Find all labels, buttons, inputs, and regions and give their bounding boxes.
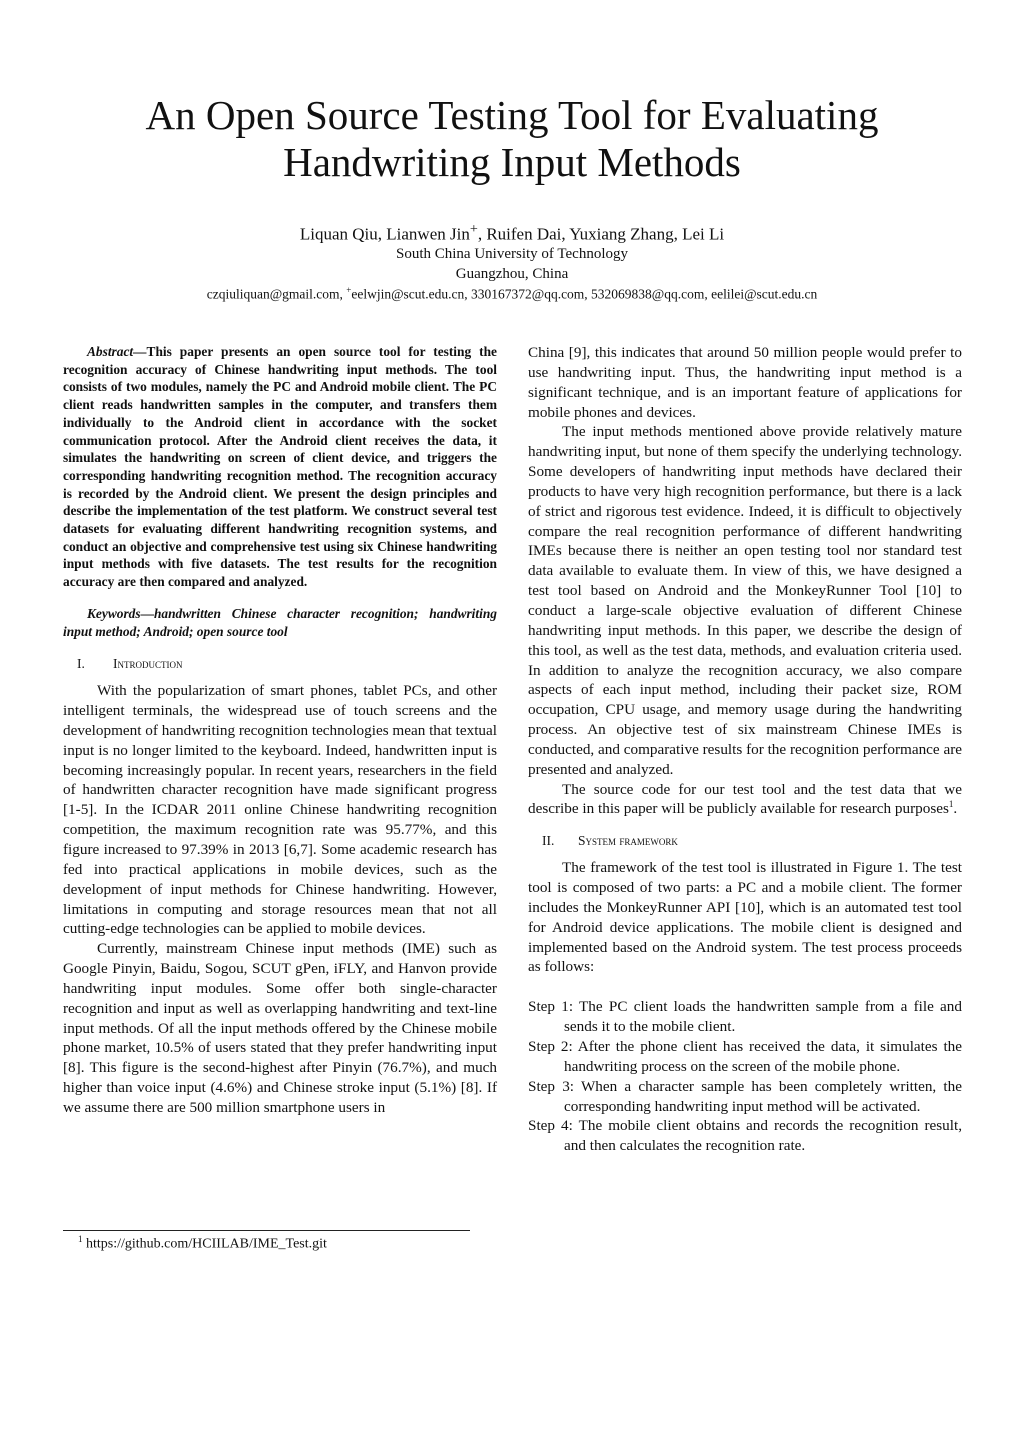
intro-paragraph-2: Currently, mainstream Chinese input methods (IME) such as Google Pinyin, Baidu, Sogou, SCUT gPen, iFLY, and Hanvon provide handwriting input modules. Some offer both single-character recognition and input as well as overlapping handwriting and text-line input methods. Of all the input methods offered by the Chinese mobile phone market, 10.5% of users stated that they prefer handwriting input [8]. This figure is the second-highest after Pinyin (76.7%), and much higher than voice input (4.6%) and Chinese stroke input (5.1%) [8]. If we assume there are 500 million smartphone users in <box>63 940 497 1116</box>
intro-paragraph-3: The input methods mentioned above provide relatively mature handwriting input, but none of them specify the underlying technology. Some developers of handwriting input methods have declared their products to have very high recognition performance, but there is a lack of strict and rigorous test evidence. Indeed, it is difficult to objectively compare the real recognition performance of different handwriting IMEs because there is neither an open testing tool nor standard test data available to evaluate them. In view of this, we have designed a test tool based on Android and the MonkeyRunner Tool [10] to conduct a large-scale objective evaluation of different Chinese handwriting input methods. In this paper, we describe the design of this tool, as well as the test data, methods, and evaluation criteria used. In addition to analyze the recognition accuracy, we also compare aspects of each input method, including their packet size, ROM occupation, CPU usage, and memory usage during the handwriting process. An objective test of six mainstream Chinese IMEs is conducted, and comparative results for the recognition performance are presented and analyzed. <box>528 423 962 778</box>
keywords-text: handwritten Chinese character recognition; handwriting input method; Android; open source tool <box>63 605 497 639</box>
intro-paragraph-4: The source code for our test tool and the test data that we describe in this paper will be publicly available for research purposes$^1$. <box>528 780 962 818</box>
footnote-mark: 1 <box>78 1234 83 1244</box>
abstract-label: Abstract— <box>87 344 147 359</box>
affiliation-city: Guangzhou, China <box>455 266 569 282</box>
section-heading-introduction: I. Introduction <box>77 656 183 672</box>
keywords-label: Keywords— <box>87 605 154 621</box>
paper-title-line-1: An Open Source Testing Tool for Evaluating <box>145 92 879 138</box>
process-steps <box>528 997 962 1156</box>
paper-title-line-2: Handwriting Input Methods <box>283 139 741 185</box>
intro-paragraph-1: With the popularization of smart phones, tablet PCs, and other intelligent terminals, the widespread use of touch screens and the development of handwriting recognition technologies mean that textual input is no longer limited to the keyboard. Indeed, handwritten input is becoming increasingly popular. In recent years, researchers in the field of handwritten character recognition have made significant progress [1-5]. In the ICDAR 2011 online Chinese handwriting recognition competition, the maximum recognition rate was 95.77%, and this figure increased to 97.39% in 2013 [6,7]. Some academic research has fed into practical applications in mobile devices, such as the development of input methods for Chinese handwriting. However, limitations in computing and storage resources mean that not all cutting-edge technologies can be applied to mobile devices. <box>63 682 497 938</box>
corresponding-author-mark: + <box>469 221 478 237</box>
affiliation-university: South China University of Technology <box>396 246 628 262</box>
author-emails: czqiuliquan@gmail.com, +eelwjin@scut.edu.cn, 330167372@qq.com, 532069838@qq.com, eelilei@scut.edu.cn <box>206 285 818 302</box>
author-list: Liquan Qiu, Lianwen Jin+, Ruifen Dai, Yuxiang Zhang, Lei Li <box>299 221 725 244</box>
footnote-url: https://github.com/HCIILAB/IME_Test.git <box>82 1236 327 1252</box>
section-heading-system-framework: II. System framework <box>542 833 678 849</box>
footnote <box>78 1234 327 1253</box>
process-step: Step 3: When a character sample has been completely written, the corresponding handwriting input method will be activated. <box>528 1077 962 1115</box>
abstract <box>63 343 497 591</box>
footnote-reference: 1 <box>948 799 954 810</box>
left-column <box>63 343 497 1118</box>
process-step: Step 1: The PC client loads the handwritten sample from a file and sends it to the mobile client. <box>528 998 962 1036</box>
process-step: Step 2: After the phone client has received the data, it simulates the handwriting process on the screen of the mobile phone. <box>528 1038 962 1075</box>
framework-paragraph-1: The framework of the test tool is illustrated in Figure 1. The test tool is composed of two parts: a PC and a mobile client. The former includes the MonkeyRunner API [10], which is an automated test tool for Android device applications. The mobile client is designed and implemented based on the Android system. The test process proceeds as follows: <box>528 859 962 976</box>
right-column <box>528 343 962 1156</box>
process-step: Step 4: The mobile client obtains and records the recognition result, and then calculates the recognition rate. <box>528 1117 962 1155</box>
email-mark: + <box>346 285 352 295</box>
intro-paragraph-2-continued: China [9], this indicates that around 50 million people would prefer to use handwriting input. Thus, the handwriting input method is a significant technique, and is an important feature of applications for mobile phones and devices. <box>528 344 962 421</box>
paper-title <box>60 92 964 186</box>
abstract-text: This paper presents an open source tool for testing the recognition accuracy of Chinese handwriting input methods. The tool consists of two modules, namely the PC and Android mobile client. The PC client reads handwritten samples in the computer, and transfers them individually to the Android client in accordance with the socket communication protocol. After the Android client receives the data, it simulates the handwriting on screen of client device, and triggers the corresponding handwriting recognition method. The recognition accuracy is recorded by the Android client. We present the design principles and describe the implementation of the test platform. We construct several test datasets for evaluating different handwriting recognition systems, and conduct an objective and comprehensive test using six Chinese handwriting input methods with five datasets. The test results for the recognition accuracy are then compared and analyzed. <box>63 344 497 590</box>
keywords <box>63 605 497 640</box>
footnote-divider <box>63 1230 470 1231</box>
